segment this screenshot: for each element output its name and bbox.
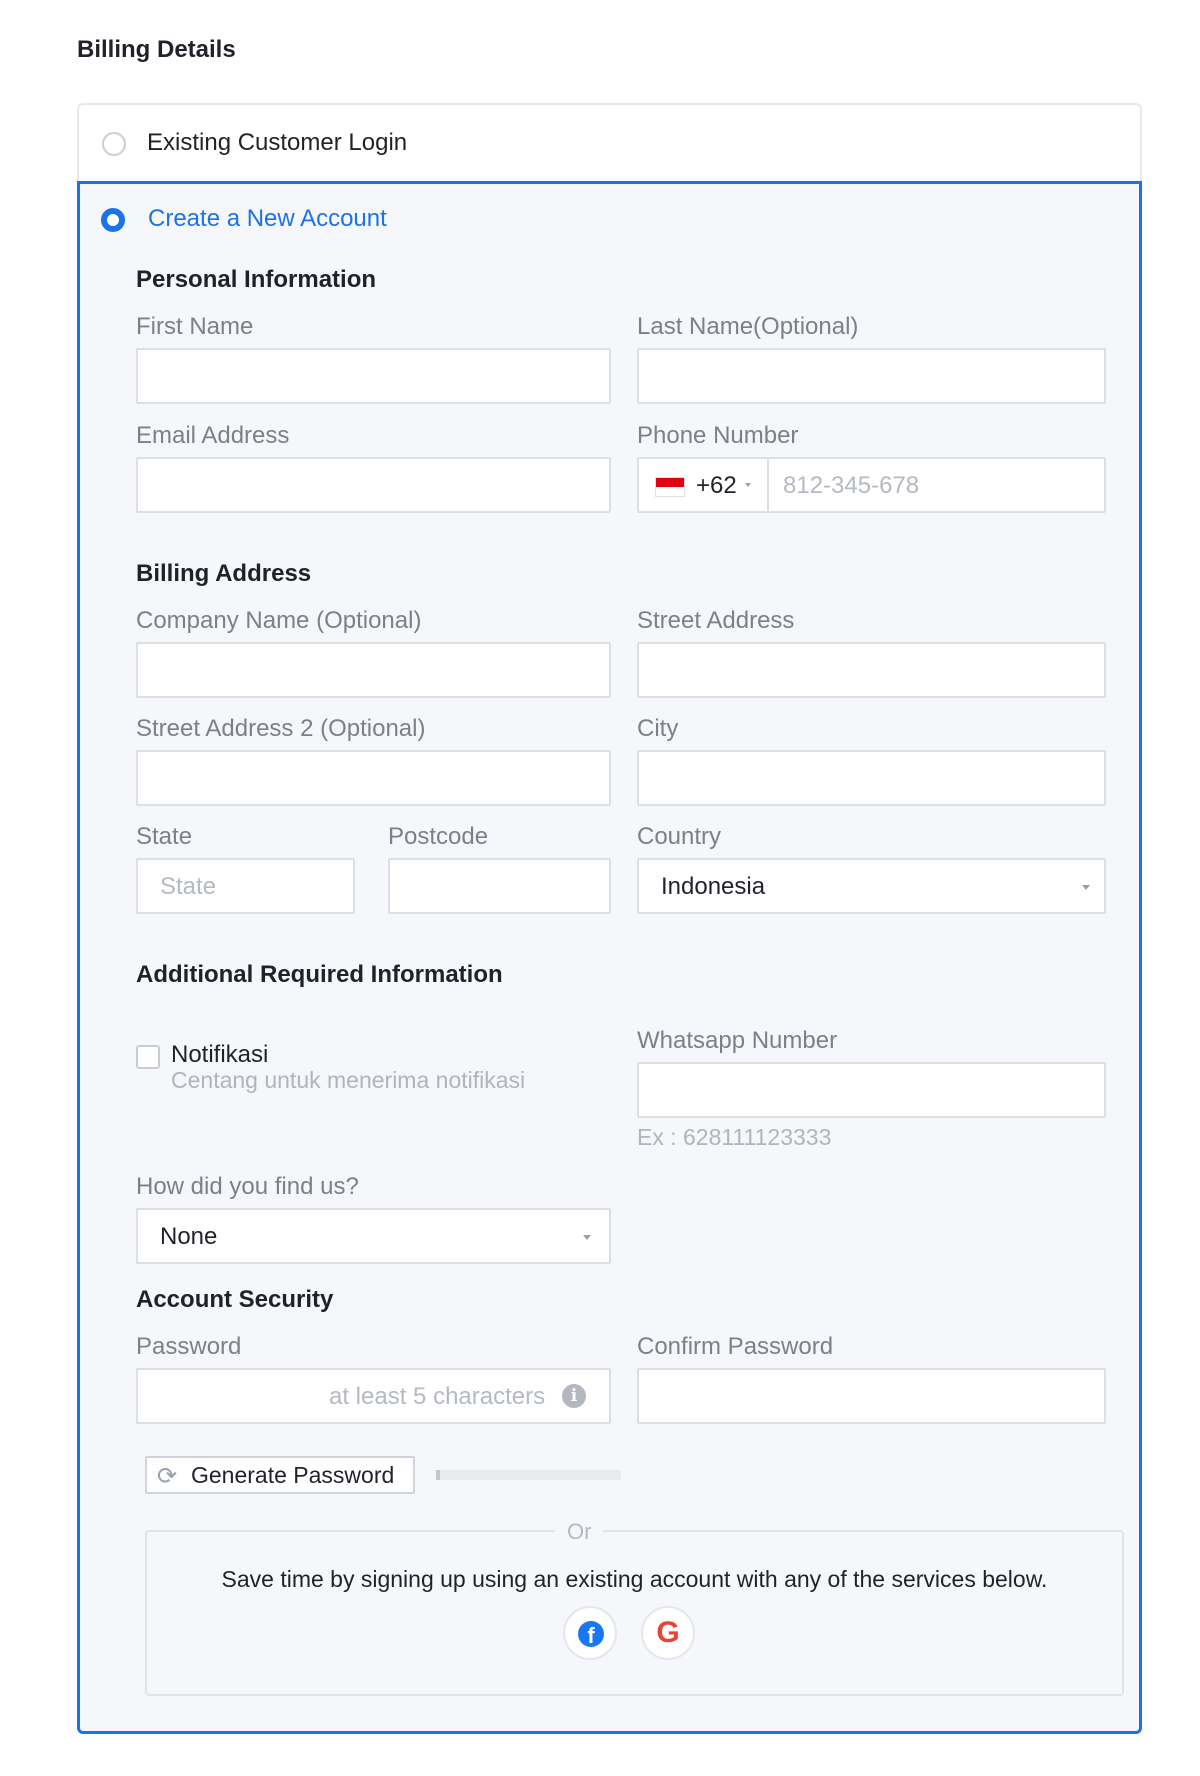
password-placeholder: at least 5 characters [329, 1383, 546, 1410]
city-label: City [637, 715, 679, 742]
social-signup-text: Save time by signing up using an existing account with any of the services below. [221, 1566, 1048, 1592]
postcode-input[interactable] [388, 858, 611, 914]
google-icon: G [656, 1616, 680, 1649]
chevron-down-icon [745, 483, 751, 487]
generate-password-button[interactable] [145, 1456, 415, 1494]
page-title: Billing Details [77, 36, 236, 63]
new-account-label[interactable]: Create a New Account [148, 205, 387, 232]
new-account-radio[interactable] [101, 208, 125, 232]
google-signup-button[interactable] [641, 1606, 695, 1660]
first-name-label: First Name [136, 313, 254, 340]
last-name-input[interactable] [637, 348, 1106, 404]
street-input[interactable] [637, 642, 1106, 698]
social-signup-box [145, 1530, 1124, 1696]
phone-field [637, 457, 1106, 513]
country-label: Country [637, 823, 722, 850]
personal-info-heading: Personal Information [136, 266, 377, 293]
street-label: Street Address [637, 607, 795, 634]
facebook-icon: f [578, 1621, 604, 1647]
find-us-select[interactable] [136, 1208, 611, 1264]
country-select[interactable] [637, 858, 1106, 914]
phone-number-input[interactable]: 812-345-678 [783, 472, 920, 499]
account-security-heading: Account Security [136, 1286, 334, 1313]
info-icon[interactable]: i [562, 1384, 586, 1408]
postcode-label: Postcode [388, 823, 489, 850]
country-value: Indonesia [661, 873, 766, 900]
chevron-down-icon [583, 1235, 591, 1240]
facebook-signup-button[interactable] [563, 1606, 617, 1660]
state-input[interactable] [136, 858, 355, 914]
or-divider: Or [555, 1519, 603, 1545]
notifikasi-label[interactable]: Notifikasi [171, 1041, 269, 1068]
existing-customer-radio[interactable] [102, 132, 126, 156]
existing-customer-label[interactable]: Existing Customer Login [147, 129, 408, 156]
phone-divider [767, 459, 769, 511]
whatsapp-hint: Ex : 628111123333 [637, 1124, 832, 1150]
state-label: State [136, 823, 193, 850]
email-input[interactable] [136, 457, 611, 513]
confirm-password-label: Confirm Password [637, 1333, 834, 1360]
whatsapp-input[interactable] [637, 1062, 1106, 1118]
new-account-panel [77, 181, 1142, 1734]
notifikasi-checkbox[interactable] [136, 1045, 160, 1069]
find-us-label: How did you find us? [136, 1173, 359, 1200]
password-input[interactable] [136, 1368, 611, 1424]
phone-country-code: +62 [696, 472, 737, 499]
confirm-password-input[interactable] [637, 1368, 1106, 1424]
state-placeholder: State [160, 873, 217, 900]
find-us-value: None [160, 1223, 218, 1250]
phone-country-selector[interactable] [639, 459, 767, 511]
password-label: Password [136, 1333, 242, 1360]
city-input[interactable] [637, 750, 1106, 806]
refresh-icon: ⟳ [157, 1463, 178, 1490]
street2-label: Street Address 2 (Optional) [136, 715, 426, 742]
last-name-label: Last Name(Optional) [637, 313, 859, 340]
email-label: Email Address [136, 422, 290, 449]
indonesia-flag-icon [655, 477, 685, 497]
street2-input[interactable] [136, 750, 611, 806]
billing-address-heading: Billing Address [136, 560, 312, 587]
company-label: Company Name (Optional) [136, 607, 422, 634]
chevron-down-icon [1082, 885, 1090, 890]
password-strength-fill [436, 1470, 440, 1480]
notifikasi-hint: Centang untuk menerima notifikasi [171, 1067, 526, 1093]
whatsapp-label: Whatsapp Number [637, 1027, 838, 1054]
first-name-input[interactable] [136, 348, 611, 404]
password-strength-meter [436, 1470, 621, 1480]
company-input[interactable] [136, 642, 611, 698]
existing-customer-option[interactable] [77, 103, 1142, 181]
generate-password-label: Generate Password [191, 1462, 395, 1488]
phone-label: Phone Number [637, 422, 799, 449]
additional-info-heading: Additional Required Information [136, 961, 503, 988]
